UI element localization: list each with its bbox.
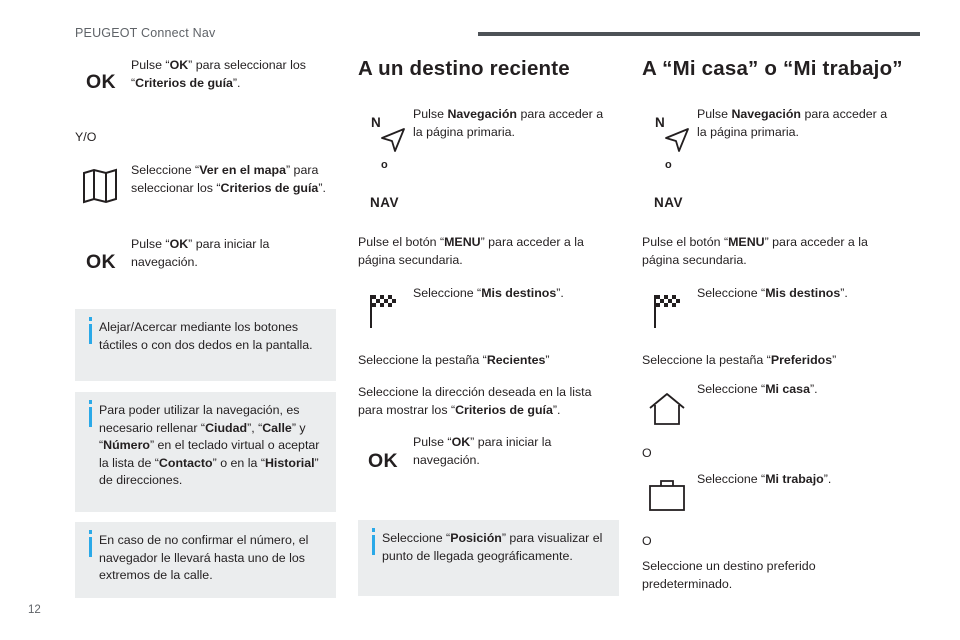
instruction-press-navigation: Pulse Navegación para acceder a la página primaria. <box>697 107 888 139</box>
ok-icon: OK <box>86 71 116 93</box>
map-icon <box>82 168 118 209</box>
checkered-flag-icon <box>368 293 398 334</box>
section-title-home-work: A “Mi casa” o “Mi trabajo” <box>642 57 903 80</box>
document-header: PEUGEOT Connect Nav <box>75 26 216 40</box>
instruction-press-menu: Pulse el botón “MENU” para acceder a la página secundaria. <box>358 235 584 267</box>
briefcase-icon <box>648 478 686 517</box>
note-text: Alejar/Acercar mediante los botones táctiles o con dos dedos en la pantalla. <box>99 320 313 352</box>
info-note-address-fields <box>75 392 336 512</box>
instruction-view-on-map: Seleccione “Ver en el mapa” para seleccionar los “Criterios de guía”. <box>131 163 326 195</box>
instruction-favorites-tab: Seleccione la pestaña “Preferidos” <box>642 353 837 367</box>
instruction-recent-tab: Seleccione la pestaña “Recientes” <box>358 353 550 367</box>
instruction-select-criteria: Pulse “OK” para seleccionar los “Criterios de guía”. <box>131 58 306 90</box>
ok-icon: OK <box>368 450 398 472</box>
or-label: O <box>642 534 652 548</box>
instruction-start-navigation: Pulse “OK” para iniciar la navegación. <box>413 435 552 467</box>
note-marker <box>89 537 92 557</box>
and-or-label: Y/O <box>75 130 97 144</box>
info-note-house-number <box>75 522 336 598</box>
info-note-zoom <box>75 309 336 381</box>
instruction-start-navigation: Pulse “OK” para iniciar la navegación. <box>131 237 270 269</box>
instruction-press-menu: Pulse el botón “MENU” para acceder a la página secundaria. <box>642 235 868 267</box>
header-rule <box>478 32 920 36</box>
home-icon <box>648 392 686 431</box>
section-title-recent-destination: A un destino reciente <box>358 57 570 80</box>
or-label: O <box>642 446 652 460</box>
instruction-my-work: Seleccione “Mi trabajo”. <box>697 472 832 486</box>
page-number: 12 <box>28 604 41 616</box>
info-note-position <box>358 520 619 596</box>
ok-icon: OK <box>86 251 116 273</box>
instruction-my-destinations: Seleccione “Mis destinos”. <box>697 286 848 300</box>
note-marker <box>89 324 92 344</box>
navigation-icon: N o NAV <box>654 115 700 211</box>
navigation-icon: N o NAV <box>370 115 416 211</box>
instruction-my-destinations: Seleccione “Mis destinos”. <box>413 286 564 300</box>
note-marker <box>372 535 375 555</box>
instruction-my-home: Seleccione “Mi casa”. <box>697 382 818 396</box>
instruction-default-favorite: Seleccione un destino preferido predeterminado. <box>642 559 816 591</box>
instruction-press-navigation: Pulse Navegación para acceder a la página primaria. <box>413 107 604 139</box>
checkered-flag-icon <box>652 293 682 334</box>
note-text: Para poder utilizar la navegación, es necesario rellenar “Ciudad”, “Calle” y “Número” en el teclado virtual o aceptar la lista de “Contacto” o en la “Historial” de direcciones. <box>99 403 320 487</box>
note-marker <box>89 407 92 427</box>
instruction-select-address: Seleccione la dirección deseada en la lista para mostrar los “Criterios de guía”. <box>358 385 592 417</box>
note-text: En caso de no confirmar el número, el navegador le llevará hasta uno de los extremos de la calle. <box>99 533 309 582</box>
note-text: Seleccione “Posición” para visualizar el punto de llegada geográficamente. <box>382 531 603 563</box>
